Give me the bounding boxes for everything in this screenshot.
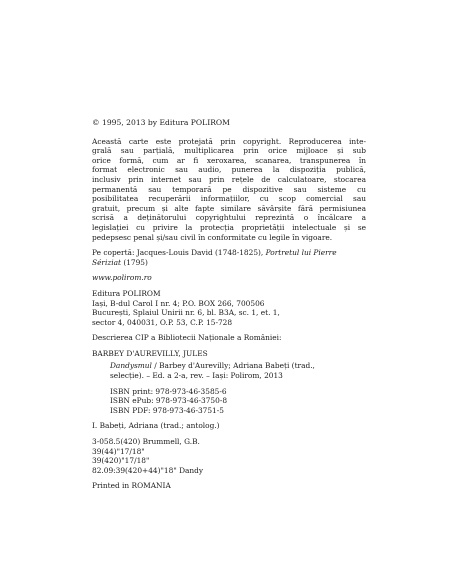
- cover-work-year: (1795): [120, 257, 148, 267]
- book-title: Dandysmul: [110, 361, 152, 371]
- legal-notice-line: gratuit, precum și alte fapte similare săvârșite fără permisiunea: [92, 203, 366, 213]
- publisher-name: Editura POLIROM: [92, 288, 161, 298]
- publisher-address-line: Iași, B-dul Carol I nr. 4; P.O. BOX 266, 700506: [92, 298, 265, 308]
- classification-code: 39(44)"17/18": [92, 446, 145, 456]
- cover-work-title-cont: Sériziat: [92, 257, 121, 267]
- publisher-address-line: București, Splaiul Unirii nr. 6, bl. B3A, sc. 1, et. 1,: [92, 308, 280, 318]
- legal-notice-line: posibilitatea recuperării informațiilor, cu scop comercial sau: [92, 194, 366, 204]
- legal-notice-line: Această carte este protejată prin copyright. Reproducerea inte-: [92, 136, 366, 146]
- imprint-text-block: [92, 118, 366, 491]
- copyright-line: © 1995, 2013 by Editura POLIROM: [92, 118, 230, 127]
- classification-code: 82.09:39(420+44)"18" Dandy: [92, 465, 204, 475]
- classification-code: 3-058.5(420) Brummell, G.B.: [92, 437, 200, 447]
- legal-notice-line: orice formă, cum ar fi xeroxarea, scanarea, transpunerea în: [92, 155, 366, 165]
- book-record: [92, 361, 366, 380]
- legal-notice-line: scrisă a deținătorului copyrightului reprezintă o încălcare a: [92, 213, 366, 223]
- legal-notice-line: pedepsesc penal și/sau civil în conformitate cu legile în vigoare.: [92, 232, 333, 242]
- legal-notice: [92, 137, 366, 243]
- cip-heading: Descrierea CIP a Bibliotecii Naționale a României:: [92, 333, 282, 343]
- book-description: / Barbey d'Aurevilly; Adriana Babeți (trad.,: [151, 361, 315, 371]
- book-description-cont: selecție). – Ed. a 2-a, rev. – Iași: Polirom, 2013: [110, 371, 283, 381]
- cover-work-title: Portretul lui Pierre: [265, 248, 337, 258]
- author-heading: BARBEY D'AUREVILLY, JULES: [92, 348, 208, 358]
- isbn-print: ISBN print: 978-973-46-3585-6: [110, 386, 227, 396]
- contributor: I. Babeți, Adriana (trad.; antolog.): [92, 421, 220, 431]
- printed-in: Printed in ROMANIA: [92, 481, 171, 491]
- website-link[interactable]: www.polirom.ro: [92, 273, 152, 283]
- publisher-address: [92, 289, 366, 327]
- legal-notice-line: permanentă sau temporară pe dispozitive sau sisteme cu: [92, 184, 366, 194]
- classification-list: [92, 437, 366, 475]
- classification-code: 39(420)"17/18": [92, 456, 150, 466]
- legal-notice-line: grală sau parțială, multiplicarea prin orice mijloace și sub: [92, 146, 366, 156]
- legal-notice-line: format electronic sau audio, punerea la dispoziția publică,: [92, 165, 366, 175]
- isbn-list: [92, 387, 366, 416]
- isbn-pdf: ISBN PDF: 978-973-46-3751-5: [110, 405, 224, 415]
- legal-notice-line: legislației cu privire la protecția proprietății intelectuale și se: [92, 222, 366, 232]
- cover-credit: [92, 248, 366, 267]
- cover-credit-label: Pe copertă: Jacques-Louis David (1748-1825),: [92, 248, 266, 258]
- isbn-epub: ISBN ePub: 978-973-46-3750-8: [110, 396, 228, 406]
- publisher-address-line: sector 4, 040031, O.P. 53, C.P. 15-728: [92, 317, 233, 327]
- legal-notice-line: inclusiv prin internet sau prin rețele de calculatoare, stocarea: [92, 174, 366, 184]
